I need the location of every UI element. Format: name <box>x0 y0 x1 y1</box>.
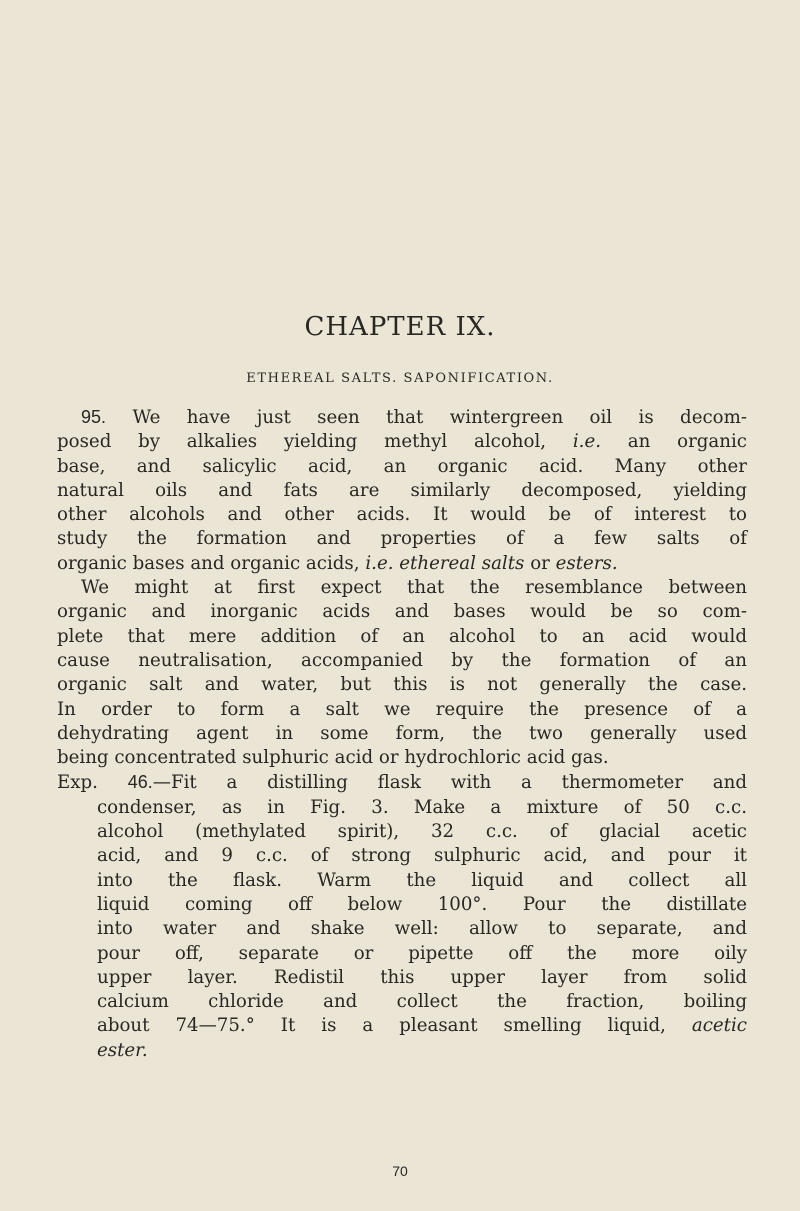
experiment-line: condenser, as in Fig. 3. Make a mixture of 50 c.c. <box>97 796 747 818</box>
paragraph-line: being concentrated sulphuric acid or hydrochloric acid gas. <box>57 747 609 769</box>
experiment-line: into the flask. Warm the liquid and collect all <box>97 869 747 891</box>
experiment-line: upper layer. Redistil this upper layer from solid <box>97 966 747 988</box>
section-heading: ETHEREAL SALTS. SAPONIFICATION. <box>246 371 554 386</box>
paragraph-line: In order to form a salt we require the presence of a <box>57 698 747 720</box>
experiment-line: ester. <box>97 1039 148 1061</box>
paragraph-line: cause neutralisation, accompanied by the formation of an <box>57 649 747 671</box>
experiment-line: calcium chloride and collect the fraction, boiling <box>97 991 747 1013</box>
experiment-line: alcohol (methylated spirit), 32 c.c. of glacial acetic <box>97 821 747 843</box>
paragraph-line: We might at first expect that the resemblance between <box>81 577 747 599</box>
paragraph-95-line: base, and salicylic acid, an organic acid. Many other <box>57 455 747 477</box>
paragraph-95-line: other alcohols and other acids. It would be of interest to <box>57 504 747 526</box>
paragraph-line: plete that mere addition of an alcohol to an acid would <box>57 625 747 647</box>
experiment-line: pour off, separate or pipette off the more oily <box>97 942 747 964</box>
chapter-title: CHAPTER IX. <box>304 312 496 342</box>
paragraph-95-line: 95. We have just seen that wintergreen oil is decom- <box>81 407 747 428</box>
paragraph-line: dehydrating agent in some form, the two generally used <box>57 722 747 744</box>
experiment-line: acid, and 9 c.c. of strong sulphuric acid, and pour it <box>97 845 747 867</box>
experiment-line: into water and shake well: allow to separate, and <box>97 918 747 940</box>
paragraph-95-line: study the formation and properties of a few salts of <box>57 528 747 550</box>
paragraph-95-line: organic bases and organic acids, i.e. ethereal salts or esters. <box>57 552 618 574</box>
experiment-line: Exp. 46.—Fit a distilling flask with a thermometer and <box>57 772 747 794</box>
paragraph-line: organic and inorganic acids and bases would be so com- <box>57 601 747 623</box>
body-text <box>57 405 747 1063</box>
experiment-label: Exp. <box>57 772 98 794</box>
experiment-line: liquid coming off below 100°. Pour the distillate <box>97 893 747 915</box>
experiment-number: 46. <box>127 772 153 793</box>
paragraph-number: 95. <box>81 407 107 427</box>
paragraph-line: organic salt and water, but this is not generally the case. <box>57 674 747 696</box>
page-number: 70 <box>392 1163 408 1179</box>
paragraph-95-line: posed by alkalies yielding methyl alcohol, i.e. an organic <box>57 431 747 453</box>
experiment-line: about 74—75.° It is a pleasant smelling liquid, acetic <box>97 1015 747 1037</box>
paragraph-95-line: natural oils and fats are similarly decomposed, yielding <box>57 479 747 501</box>
